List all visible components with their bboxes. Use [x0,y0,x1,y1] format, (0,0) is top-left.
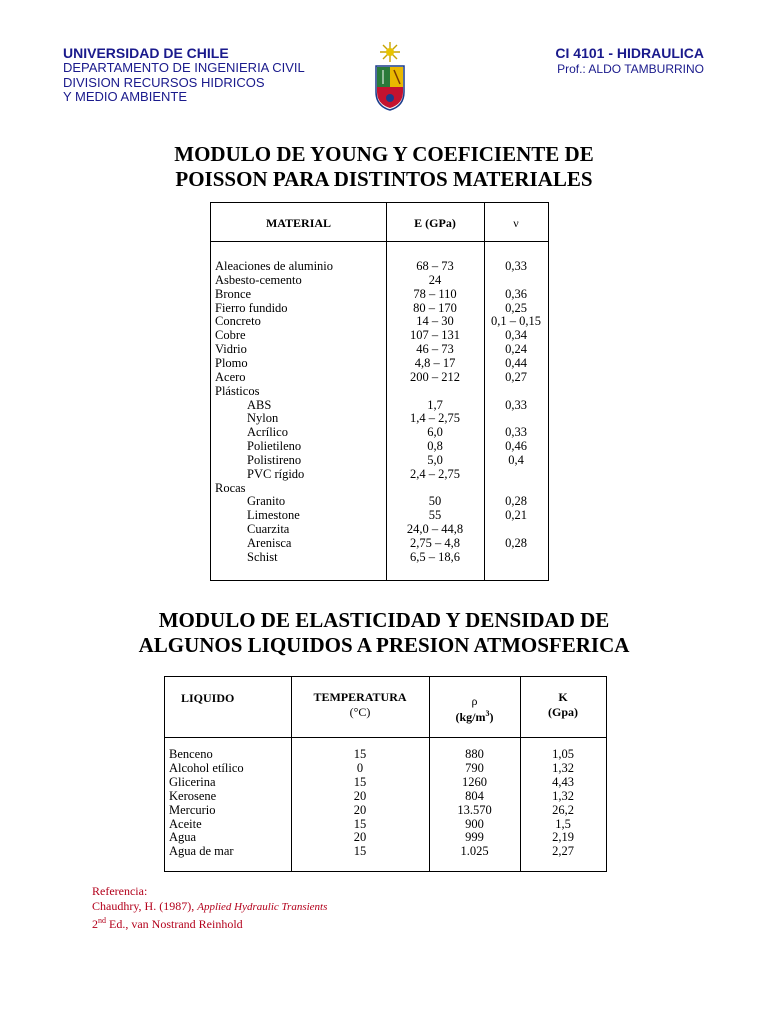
table1-title-line2: POISSON PARA DISTINTOS MATERIALES [175,167,593,191]
table1-material-cell: Aleaciones de aluminio [215,259,334,273]
university-crest-icon [370,40,410,112]
table2-k-cell: 4,43 [552,774,574,789]
table1-poisson-cell: 0,44 [505,355,527,370]
table1-e-cell: 80 – 170 [413,300,457,315]
reference-citation: Chaudhry, H. (1987), Applied Hydraulic Transients [92,898,328,913]
table2-density-cell: 880 [465,747,484,761]
table2-temperature-cell: 20 [353,802,367,817]
table1-poisson-cell: 0,46 [505,439,527,454]
reference-label: Referencia: [92,884,148,898]
table2-header-bulk-modulus [520,690,606,720]
table2-liquid-cell: Agua de mar [169,844,234,859]
table1-title [0,142,768,192]
table1-material-cell: Acrílico [247,425,288,440]
department-name: DEPARTAMENTO DE INGENIERIA CIVIL [63,60,305,75]
table1-material-cell: PVC rígido [247,466,305,481]
table1-poisson-cell: 0,28 [505,536,527,550]
table1-e-cell: 78 – 110 [413,286,457,301]
table1-e-cell: 6,0 [427,425,443,440]
table1-poisson-cell: 0,33 [505,259,527,273]
course-code: CI 4101 - HIDRAULICA [555,45,704,61]
table1-header-divider [211,241,548,242]
table1-e-cell: 55 [428,508,442,523]
reference-note [92,884,327,932]
table1-e-cell: 14 – 30 [416,314,454,329]
table2-temperature-cell: 15 [353,816,367,831]
table2-title-line1: MODULO DE ELASTICIDAD Y DENSIDAD DE [158,608,610,632]
k-unit: (Gpa) [548,705,578,719]
table2-temperature-cell: 0 [356,760,364,775]
table1-poisson-cell: 0,25 [505,300,527,315]
table1-material-cell: Fierro fundido [215,300,288,315]
table1-e-cell: 24 [428,272,442,287]
table1-poisson-cell: 0,27 [505,369,527,384]
table2-temperature-cell: 20 [353,830,367,845]
table1-poisson-cell: 0,33 [505,425,527,440]
young-modulus-table [210,202,549,581]
table2-liquid-cell: Benceno [169,747,213,761]
professor-name: Prof.: ALDO TAMBURRINO [557,62,704,76]
table1-e-cell: 1,7 [427,397,443,412]
table1-material-cell: Concreto [215,314,261,329]
table2-k-cell: 2,27 [552,844,574,859]
table1-poisson-cell: 0,28 [505,494,527,509]
table1-header-poisson: ν [513,216,519,230]
table2-title-line2: ALGUNOS LIQUIDOS A PRESION ATMOSFERICA [138,633,630,657]
table1-material-cell: Acero [215,369,246,384]
table2-liquid-cell: Glicerina [169,774,216,789]
table1-material-cell: Plomo [215,355,248,370]
division-name-cont: Y MEDIO AMBIENTE [63,89,188,104]
temperature-label: TEMPERATURA [313,690,407,704]
table1-poisson-cell: 0,36 [505,286,527,301]
table2-header-density [429,694,520,725]
table2-liquid-cell: Agua [169,830,197,845]
table2-temperature-cell: 15 [353,747,367,761]
table1-material-cell: Limestone [247,508,300,523]
table1-material-cell: Nylon [247,411,279,426]
table1-poisson-cell: 0,33 [505,397,527,412]
table2-k-cell: 1,5 [555,816,571,831]
table2-k-cell: 1,05 [552,747,574,761]
table1-poisson-cell: 0,1 – 0,15 [491,314,541,329]
table1-e-cell: 107 – 131 [410,328,460,343]
table2-liquid-cell: Alcohol etílico [169,760,244,775]
k-symbol: K [558,690,568,704]
table1-material-cell: Rocas [215,480,246,495]
table1-e-cell: 24,0 – 44,8 [406,522,464,537]
table1-material-cell: Schist [247,549,278,564]
division-name: DIVISION RECURSOS HIDRICOS [63,74,265,90]
table1-e-cell: 1,4 – 2,75 [410,411,460,426]
table2-density-cell: 790 [465,760,484,775]
table1-material-cell: Vidrio [215,342,247,357]
table1-e-cell: 0,8 [427,439,443,454]
table2-density-cell: 1.025 [460,844,489,859]
table2-liquid-cell: Kerosene [169,788,217,803]
rho-symbol: ρ [471,694,478,708]
table1-material-cell: Granito [247,494,286,509]
liquids-table [164,676,607,872]
table1-poisson-cell: 0,34 [505,328,527,343]
table1-e-cell: 2,75 – 4,8 [410,536,460,550]
temperature-unit: (°C) [349,705,371,719]
table2-k-cell: 26,2 [552,802,574,817]
table1-material-cell: Cobre [215,328,246,343]
table1-material-cell: Polistireno [247,452,302,467]
table2-header-divider [165,737,606,738]
table2-temperature-cell: 20 [353,788,367,803]
table2-density-cell: 804 [465,788,484,803]
table1-poisson-cell: 0,4 [508,452,524,467]
university-name: UNIVERSIDAD DE CHILE [63,45,229,61]
table1-material-cell: Polietileno [247,439,302,454]
table1-material-cell: Cuarzita [247,522,290,537]
table1-e-cell: 6,5 – 18,6 [410,549,460,564]
table1-poisson-cell: 0,21 [505,508,527,523]
table2-header-temperature [291,690,429,720]
table2-density-cell: 999 [465,830,484,845]
table1-e-cell: 2,4 – 2,75 [410,466,460,481]
table2-k-cell: 2,19 [552,830,574,845]
table2-liquid-cell: Aceite [169,816,202,831]
table2-temperature-cell: 15 [353,774,367,789]
table1-material-cell: Bronce [215,286,252,301]
table1-material-cell: Asbesto-cemento [215,272,302,287]
table1-e-cell: 4,8 – 17 [414,355,456,370]
table1-material-cell: ABS [247,397,272,412]
table1-header-material: MATERIAL [265,216,332,230]
table2-header-liquido: LIQUIDO [181,691,235,705]
table1-e-cell: 5,0 [427,452,443,467]
table1-header-e: E (GPa) [414,216,456,230]
table2-liquid-cell: Mercurio [169,802,216,817]
institution-header [63,45,305,105]
course-header [555,45,704,77]
table1-material-cell: Arenisca [247,536,292,550]
table1-e-cell: 200 – 212 [410,369,460,384]
table2-density-cell: 13.570 [457,802,492,817]
table2-k-cell: 1,32 [552,788,574,803]
table1-poisson-cell: 0,24 [505,342,527,357]
table2-temperature-cell: 15 [353,844,367,859]
table2-density-cell: 900 [465,816,484,831]
table1-material-cell: Plásticos [215,383,260,398]
reference-edition: 2nd Ed., van Nostrand Reinhold [92,916,243,931]
table2-title [0,608,768,658]
table1-title-line1: MODULO DE YOUNG Y COEFICIENTE DE [174,142,594,166]
table2-k-cell: 1,32 [552,760,574,775]
table2-density-cell: 1260 [462,774,487,789]
table1-e-cell: 46 – 73 [416,342,454,357]
density-unit: $(kg/m^3)$ [455,709,494,724]
table1-e-cell: 68 – 73 [416,259,454,273]
table1-e-cell: 50 [428,494,442,509]
